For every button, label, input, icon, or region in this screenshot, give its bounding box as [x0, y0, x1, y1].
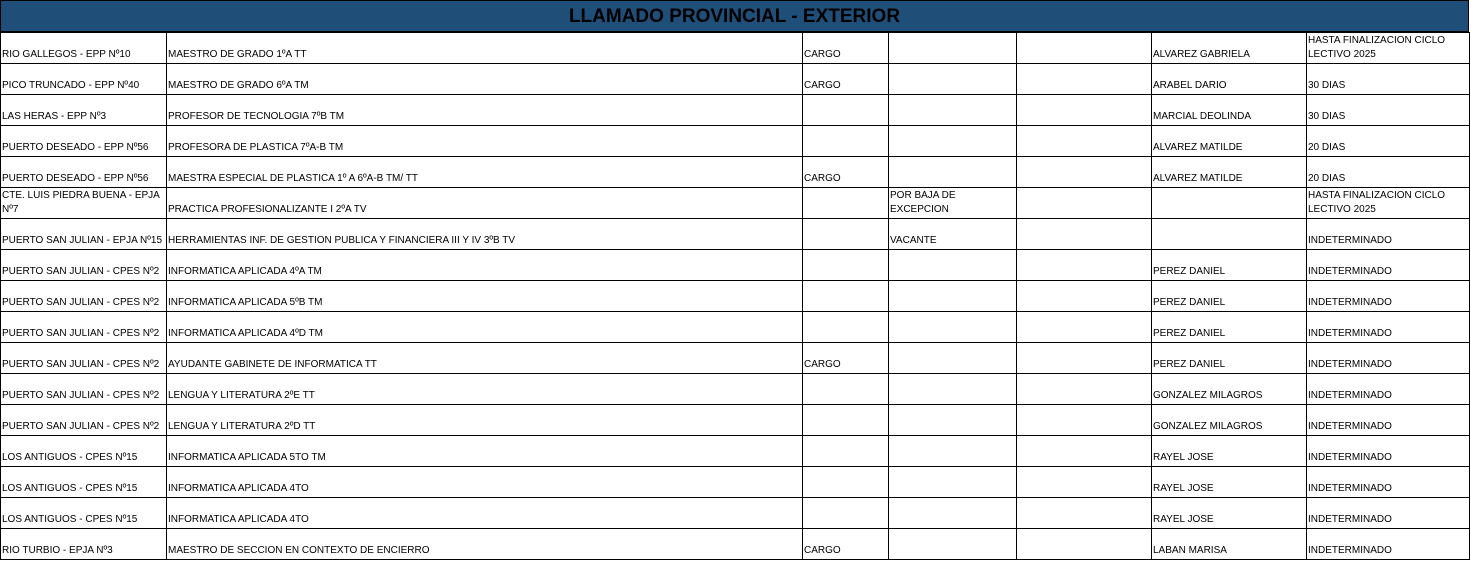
school-cell[interactable]: LAS HERAS - EPP Nº3	[1, 95, 167, 126]
extra-cell[interactable]	[1017, 467, 1152, 498]
teacher-cell[interactable]: PEREZ DANIEL	[1152, 343, 1307, 374]
type-cell[interactable]: CARGO	[803, 64, 889, 95]
extra-cell[interactable]	[1017, 188, 1152, 219]
table-row	[1, 64, 1470, 95]
reason-cell[interactable]	[889, 157, 1017, 188]
teacher-cell[interactable]: ALVAREZ GABRIELA	[1152, 33, 1307, 64]
reason-cell[interactable]	[889, 374, 1017, 405]
reason-cell[interactable]	[889, 405, 1017, 436]
reason-cell[interactable]	[889, 281, 1017, 312]
duration-cell[interactable]: 30 DIAS	[1307, 95, 1470, 126]
school-cell[interactable]: PUERTO DESEADO - EPP Nº56	[1, 157, 167, 188]
table-row	[1, 281, 1470, 312]
duration-cell[interactable]: INDETERMINADO	[1307, 312, 1470, 343]
reason-cell[interactable]	[889, 467, 1017, 498]
duration-cell[interactable]: 30 DIAS	[1307, 64, 1470, 95]
reason-cell[interactable]	[889, 95, 1017, 126]
sheet-title: LLAMADO PROVINCIAL - EXTERIOR	[0, 0, 1469, 32]
school-cell[interactable]: PUERTO DESEADO - EPP Nº56	[1, 126, 167, 157]
duration-cell[interactable]: INDETERMINADO	[1307, 374, 1470, 405]
subject-cell[interactable]: LENGUA Y LITERATURA 2ºD TT	[167, 405, 803, 436]
duration-cell[interactable]: INDETERMINADO	[1307, 343, 1470, 374]
table-row	[1, 188, 1470, 219]
extra-cell[interactable]	[1017, 95, 1152, 126]
table-row	[1, 405, 1470, 436]
type-cell[interactable]	[803, 312, 889, 343]
table-row	[1, 529, 1470, 560]
type-cell[interactable]	[803, 188, 889, 219]
duration-cell[interactable]: INDETERMINADO	[1307, 405, 1470, 436]
subject-cell[interactable]: INFORMATICA APLICADA 5ºB TM	[167, 281, 803, 312]
reason-cell[interactable]	[889, 250, 1017, 281]
school-cell[interactable]: PUERTO SAN JULIAN - CPES Nº2	[1, 250, 167, 281]
teacher-cell[interactable]: PEREZ DANIEL	[1152, 312, 1307, 343]
type-cell[interactable]	[803, 281, 889, 312]
duration-cell[interactable]: INDETERMINADO	[1307, 467, 1470, 498]
teacher-cell[interactable]: ALVAREZ MATILDE	[1152, 126, 1307, 157]
subject-cell[interactable]: MAESTRO DE SECCION EN CONTEXTO DE ENCIERRO	[167, 529, 803, 560]
school-cell[interactable]: LOS ANTIGUOS - CPES Nº15	[1, 467, 167, 498]
type-cell[interactable]: CARGO	[803, 529, 889, 560]
school-cell[interactable]: PICO TRUNCADO - EPP Nº40	[1, 64, 167, 95]
school-cell[interactable]: PUERTO SAN JULIAN - CPES Nº2	[1, 312, 167, 343]
type-cell[interactable]	[803, 405, 889, 436]
type-cell[interactable]	[803, 219, 889, 250]
table-row	[1, 126, 1470, 157]
teacher-cell[interactable]	[1152, 188, 1307, 219]
table-body	[1, 33, 1470, 560]
extra-cell[interactable]	[1017, 33, 1152, 64]
duration-cell[interactable]: 20 DIAS	[1307, 126, 1470, 157]
subject-cell[interactable]: INFORMATICA APLICADA 4ºA TM	[167, 250, 803, 281]
type-cell[interactable]: CARGO	[803, 33, 889, 64]
teacher-cell[interactable]: LABAN MARISA	[1152, 529, 1307, 560]
subject-cell[interactable]: LENGUA Y LITERATURA 2ºE TT	[167, 374, 803, 405]
table-row	[1, 374, 1470, 405]
type-cell[interactable]	[803, 498, 889, 529]
table-row	[1, 95, 1470, 126]
duration-cell[interactable]: INDETERMINADO	[1307, 250, 1470, 281]
teacher-cell[interactable]: GONZALEZ MILAGROS	[1152, 374, 1307, 405]
reason-cell[interactable]: POR BAJA DE EXCEPCION	[889, 188, 1017, 219]
reason-cell[interactable]: VACANTE	[889, 219, 1017, 250]
extra-cell[interactable]	[1017, 219, 1152, 250]
subject-cell[interactable]: MAESTRA ESPECIAL DE PLASTICA 1º A 6ºA-B TM/ TT	[167, 157, 803, 188]
school-cell[interactable]: CTE. LUIS PIEDRA BUENA - EPJA Nº7	[1, 188, 167, 219]
extra-cell[interactable]	[1017, 157, 1152, 188]
duration-cell[interactable]: INDETERMINADO	[1307, 498, 1470, 529]
type-cell[interactable]	[803, 250, 889, 281]
reason-cell[interactable]	[889, 126, 1017, 157]
extra-cell[interactable]	[1017, 498, 1152, 529]
teacher-cell[interactable]: PEREZ DANIEL	[1152, 250, 1307, 281]
type-cell[interactable]: CARGO	[803, 157, 889, 188]
vacancy-table	[0, 32, 1470, 560]
teacher-cell[interactable]: MARCIAL DEOLINDA	[1152, 95, 1307, 126]
school-cell[interactable]: PUERTO SAN JULIAN - CPES Nº2	[1, 281, 167, 312]
subject-cell[interactable]: INFORMATICA APLICADA 4TO	[167, 498, 803, 529]
duration-cell[interactable]: INDETERMINADO	[1307, 281, 1470, 312]
school-cell[interactable]: PUERTO SAN JULIAN - EPJA Nº15	[1, 219, 167, 250]
teacher-cell[interactable]: RAYEL JOSE	[1152, 467, 1307, 498]
extra-cell[interactable]	[1017, 64, 1152, 95]
teacher-cell[interactable]: PEREZ DANIEL	[1152, 281, 1307, 312]
type-cell[interactable]: CARGO	[803, 343, 889, 374]
subject-cell[interactable]: HERRAMIENTAS INF. DE GESTION PUBLICA Y FINANCIERA III Y IV 3ºB TV	[167, 219, 803, 250]
subject-cell[interactable]: MAESTRO DE GRADO 1ºA TT	[167, 33, 803, 64]
type-cell[interactable]	[803, 126, 889, 157]
reason-cell[interactable]	[889, 498, 1017, 529]
subject-cell[interactable]: INFORMATICA APLICADA 5TO TM	[167, 436, 803, 467]
reason-cell[interactable]	[889, 33, 1017, 64]
extra-cell[interactable]	[1017, 343, 1152, 374]
extra-cell[interactable]	[1017, 529, 1152, 560]
subject-cell[interactable]: MAESTRO DE GRADO 6ºA TM	[167, 64, 803, 95]
table-row	[1, 312, 1470, 343]
duration-cell[interactable]: INDETERMINADO	[1307, 219, 1470, 250]
reason-cell[interactable]	[889, 529, 1017, 560]
type-cell[interactable]	[803, 467, 889, 498]
table-row	[1, 436, 1470, 467]
school-cell[interactable]: LOS ANTIGUOS - CPES Nº15	[1, 436, 167, 467]
teacher-cell[interactable]	[1152, 219, 1307, 250]
duration-cell[interactable]: HASTA FINALIZACION CICLO LECTIVO 2025	[1307, 188, 1470, 219]
subject-cell[interactable]: PRACTICA PROFESIONALIZANTE I 2ºA TV	[167, 188, 803, 219]
reason-cell[interactable]	[889, 64, 1017, 95]
teacher-cell[interactable]: RAYEL JOSE	[1152, 498, 1307, 529]
duration-cell[interactable]: INDETERMINADO	[1307, 436, 1470, 467]
reason-cell[interactable]	[889, 436, 1017, 467]
type-cell[interactable]	[803, 436, 889, 467]
table-row	[1, 467, 1470, 498]
school-cell[interactable]: RIO GALLEGOS - EPP Nº10	[1, 33, 167, 64]
school-cell[interactable]: RIO TURBIO - EPJA Nº3	[1, 529, 167, 560]
extra-cell[interactable]	[1017, 312, 1152, 343]
teacher-cell[interactable]: ALVAREZ MATILDE	[1152, 157, 1307, 188]
school-cell[interactable]: PUERTO SAN JULIAN - CPES Nº2	[1, 374, 167, 405]
subject-cell[interactable]: PROFESOR DE TECNOLOGIA 7ºB TM	[167, 95, 803, 126]
table-row	[1, 219, 1470, 250]
school-cell[interactable]: PUERTO SAN JULIAN - CPES Nº2	[1, 405, 167, 436]
teacher-cell[interactable]: GONZALEZ MILAGROS	[1152, 405, 1307, 436]
extra-cell[interactable]	[1017, 374, 1152, 405]
duration-cell[interactable]: INDETERMINADO	[1307, 529, 1470, 560]
teacher-cell[interactable]: RAYEL JOSE	[1152, 436, 1307, 467]
school-cell[interactable]: LOS ANTIGUOS - CPES Nº15	[1, 498, 167, 529]
duration-cell[interactable]: 20 DIAS	[1307, 157, 1470, 188]
table-row	[1, 157, 1470, 188]
extra-cell[interactable]	[1017, 281, 1152, 312]
table-row	[1, 33, 1470, 64]
extra-cell[interactable]	[1017, 126, 1152, 157]
school-cell[interactable]: PUERTO SAN JULIAN - CPES Nº2	[1, 343, 167, 374]
subject-cell[interactable]: PROFESORA DE PLASTICA 7ºA-B TM	[167, 126, 803, 157]
teacher-cell[interactable]: ARABEL DARIO	[1152, 64, 1307, 95]
reason-cell[interactable]	[889, 343, 1017, 374]
subject-cell[interactable]: INFORMATICA APLICADA 4TO	[167, 467, 803, 498]
type-cell[interactable]	[803, 95, 889, 126]
type-cell[interactable]	[803, 374, 889, 405]
duration-cell[interactable]: HASTA FINALIZACION CICLO LECTIVO 2025	[1307, 33, 1470, 64]
table-row	[1, 250, 1470, 281]
extra-cell[interactable]	[1017, 250, 1152, 281]
subject-cell[interactable]: AYUDANTE GABINETE DE INFORMATICA TT	[167, 343, 803, 374]
extra-cell[interactable]	[1017, 436, 1152, 467]
table-row	[1, 498, 1470, 529]
subject-cell[interactable]: INFORMATICA APLICADA 4ºD TM	[167, 312, 803, 343]
table-row	[1, 343, 1470, 374]
reason-cell[interactable]	[889, 312, 1017, 343]
extra-cell[interactable]	[1017, 405, 1152, 436]
